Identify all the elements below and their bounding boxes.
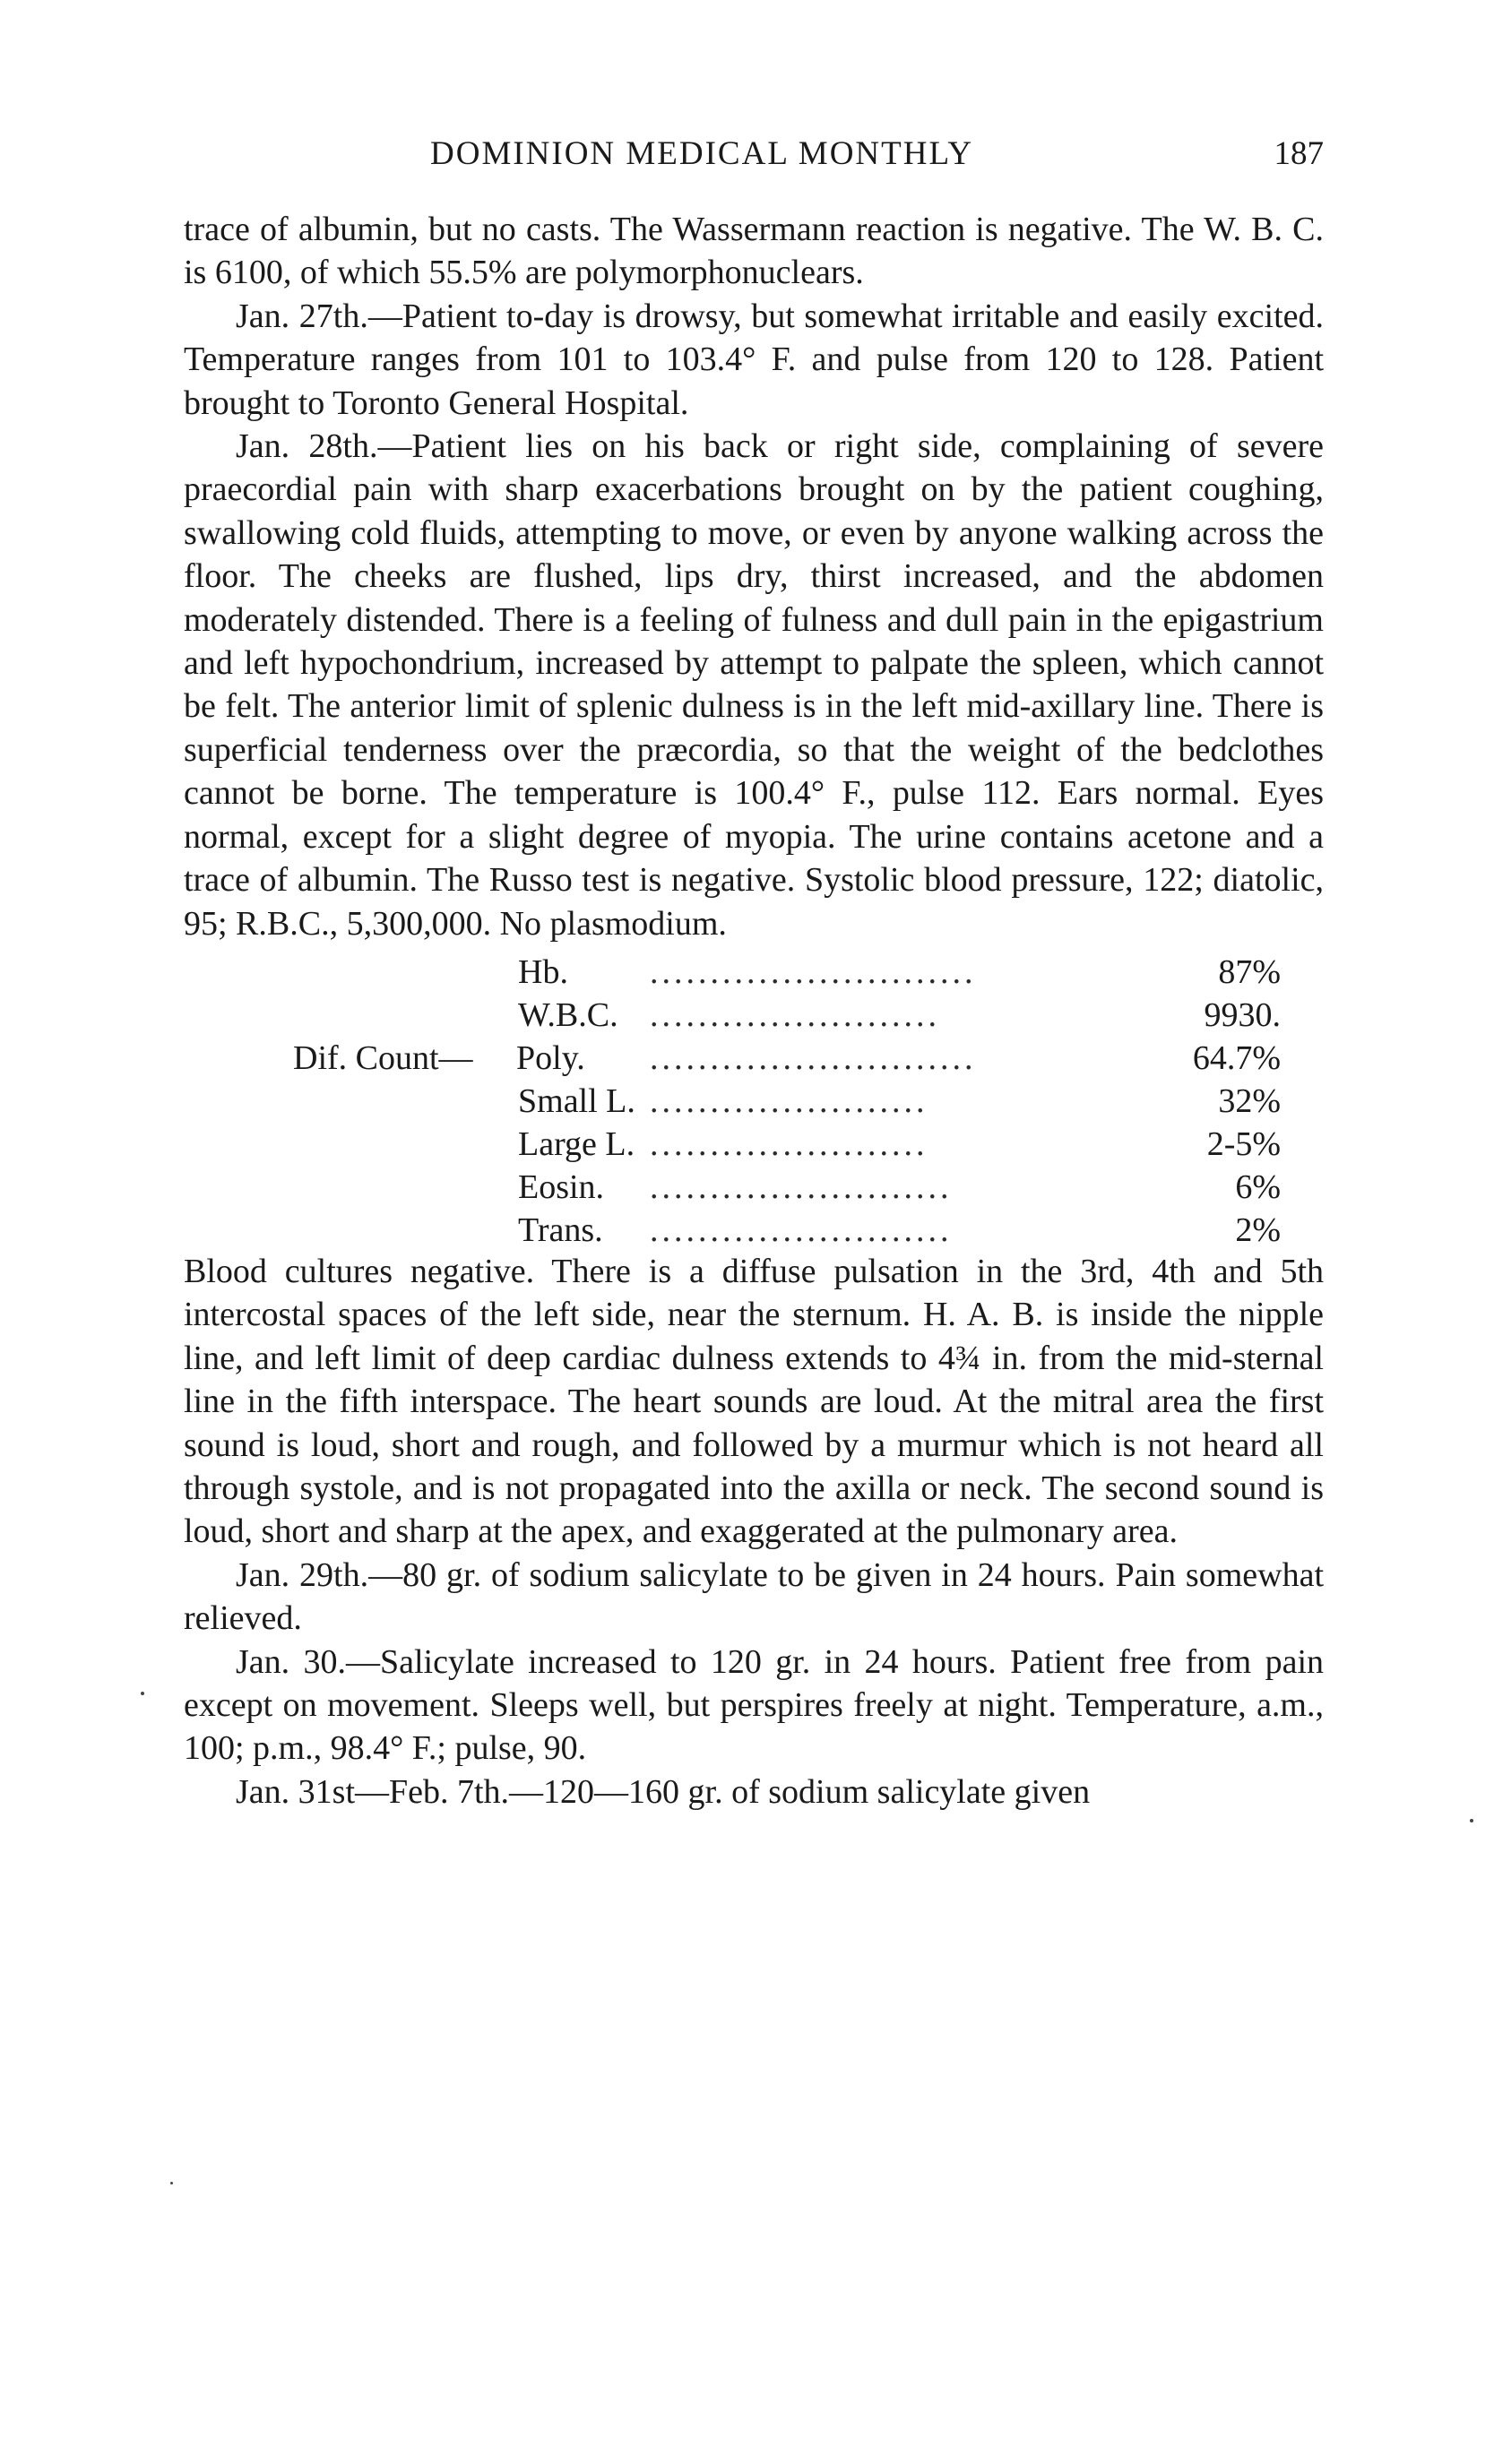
page-number: 187	[1274, 135, 1324, 172]
lab-name: Poly.	[516, 1038, 585, 1077]
leader-dots: ...........................	[650, 1038, 977, 1077]
lab-row-wbc	[184, 994, 1324, 1037]
leader-dots: ...........................	[650, 952, 977, 991]
paragraph-jan-27: Jan. 27th.—Patient to-day is drowsy, but somewhat irritable and easily excited. Temperature ranges from 101 to 103.4° F. and pulse from 120 to 128. Patient brought to Toronto General Hospital.	[184, 297, 1324, 422]
leader-dots: ........................	[650, 995, 940, 1034]
paragraph-jan-31: Jan. 31st—Feb. 7th.—120—160 gr. of sodium salicylate given	[236, 1772, 1091, 1811]
paragraph-continuation: trace of albumin, but no casts. The Wassermann reaction is negative. The W. B. C. is 6100, of which 55.5% are polymorphonuclears.	[184, 211, 1324, 292]
lab-name: W.B.C.	[518, 995, 618, 1034]
lab-name: Hb.	[518, 952, 568, 991]
lab-value: 64.7%	[1187, 1037, 1281, 1080]
lab-value: 32%	[1213, 1080, 1281, 1123]
lab-row-small-l	[184, 1080, 1324, 1123]
running-head: DOMINION MEDICAL MONTHLY	[430, 135, 974, 172]
leader-dots: .........................	[650, 1167, 953, 1206]
lab-value: 2%	[1230, 1209, 1281, 1252]
lab-value: 2-5%	[1202, 1123, 1281, 1166]
lab-row-trans	[184, 1209, 1324, 1252]
lab-row-eosin	[184, 1166, 1324, 1209]
lab-name: Large L.	[518, 1124, 635, 1163]
paragraph-jan-30: Jan. 30.—Salicylate increased to 120 gr. in 24 hours. Patient free from pain except on movement. Sleeps well, but perspires freely at night. Temperature, a.m., 100; p.m., 98.4° F.; pulse, 90.	[184, 1642, 1324, 1768]
lab-row-large-l	[184, 1123, 1324, 1166]
lab-value: 9930.	[1199, 994, 1282, 1037]
scan-speck	[1470, 1819, 1473, 1822]
leader-dots: .......................	[650, 1124, 928, 1163]
lab-name: Eosin.	[518, 1167, 605, 1206]
lab-value: 6%	[1230, 1166, 1281, 1209]
dif-count-label: Dif. Count—	[293, 1038, 473, 1077]
lab-row-poly	[184, 1037, 1324, 1080]
paragraph-jan-29: Jan. 29th.—80 gr. of sodium salicylate to be given in 24 hours. Pain somewhat relieved.	[184, 1555, 1324, 1638]
page-header	[184, 131, 1324, 177]
blood-count-table	[184, 945, 1324, 1250]
leader-dots: .........................	[650, 1210, 953, 1249]
paragraph-blood-cultures: Blood cultures negative. There is a diffuse pulsation in the 3rd, 4th and 5th intercostal spaces of the left side, near the sternum. H. A. B. is inside the nipple line, and left limit of deep cardiac dulness extends to 4¾ in. from the mid-sternal line in the fifth interspace. The heart sounds are loud. At the mitral area the first sound is loud, short and rough, and followed by a murmur which is not heard all through systole, and is not propagated into the axilla or neck. The second sound is loud, short and sharp at the apex, and exaggerated at the pulmonary area.	[184, 1252, 1324, 1551]
leader-dots: .......................	[650, 1081, 928, 1120]
lab-name: Trans.	[518, 1210, 603, 1249]
scan-speck	[170, 2182, 173, 2184]
lab-name: Small L.	[518, 1081, 635, 1120]
lab-value: 87%	[1213, 951, 1281, 994]
lab-row-hb	[184, 951, 1324, 994]
article-body	[184, 208, 1324, 1814]
scan-speck	[141, 1692, 144, 1695]
paragraph-jan-28: Jan. 28th.—Patient lies on his back or right side, complaining of severe praecordial pain with sharp exacerbations brought on by the patient coughing, swallowing cold fluids, attempting to move, or even by anyone walking across the floor. The cheeks are flushed, lips dry, thirst increased, and the abdomen moderately distended. There is a feeling of fulness and dull pain in the epigastrium and left hypochondrium, increased by attempt to palpate the spleen, which cannot be felt. The anterior limit of splenic dulness is in the left mid-axillary line. There is superficial tenderness over the præcordia, so that the weight of the bedclothes cannot be borne. The temperature is 100.4° F., pulse 112. Ears normal. Eyes normal, except for a slight degree of myopia. The urine contains acetone and a trace of albumin. The Russo test is negative. Systolic blood pressure, 122; diatolic, 95; R.B.C., 5,300,000. No plasmodium.	[184, 427, 1324, 943]
